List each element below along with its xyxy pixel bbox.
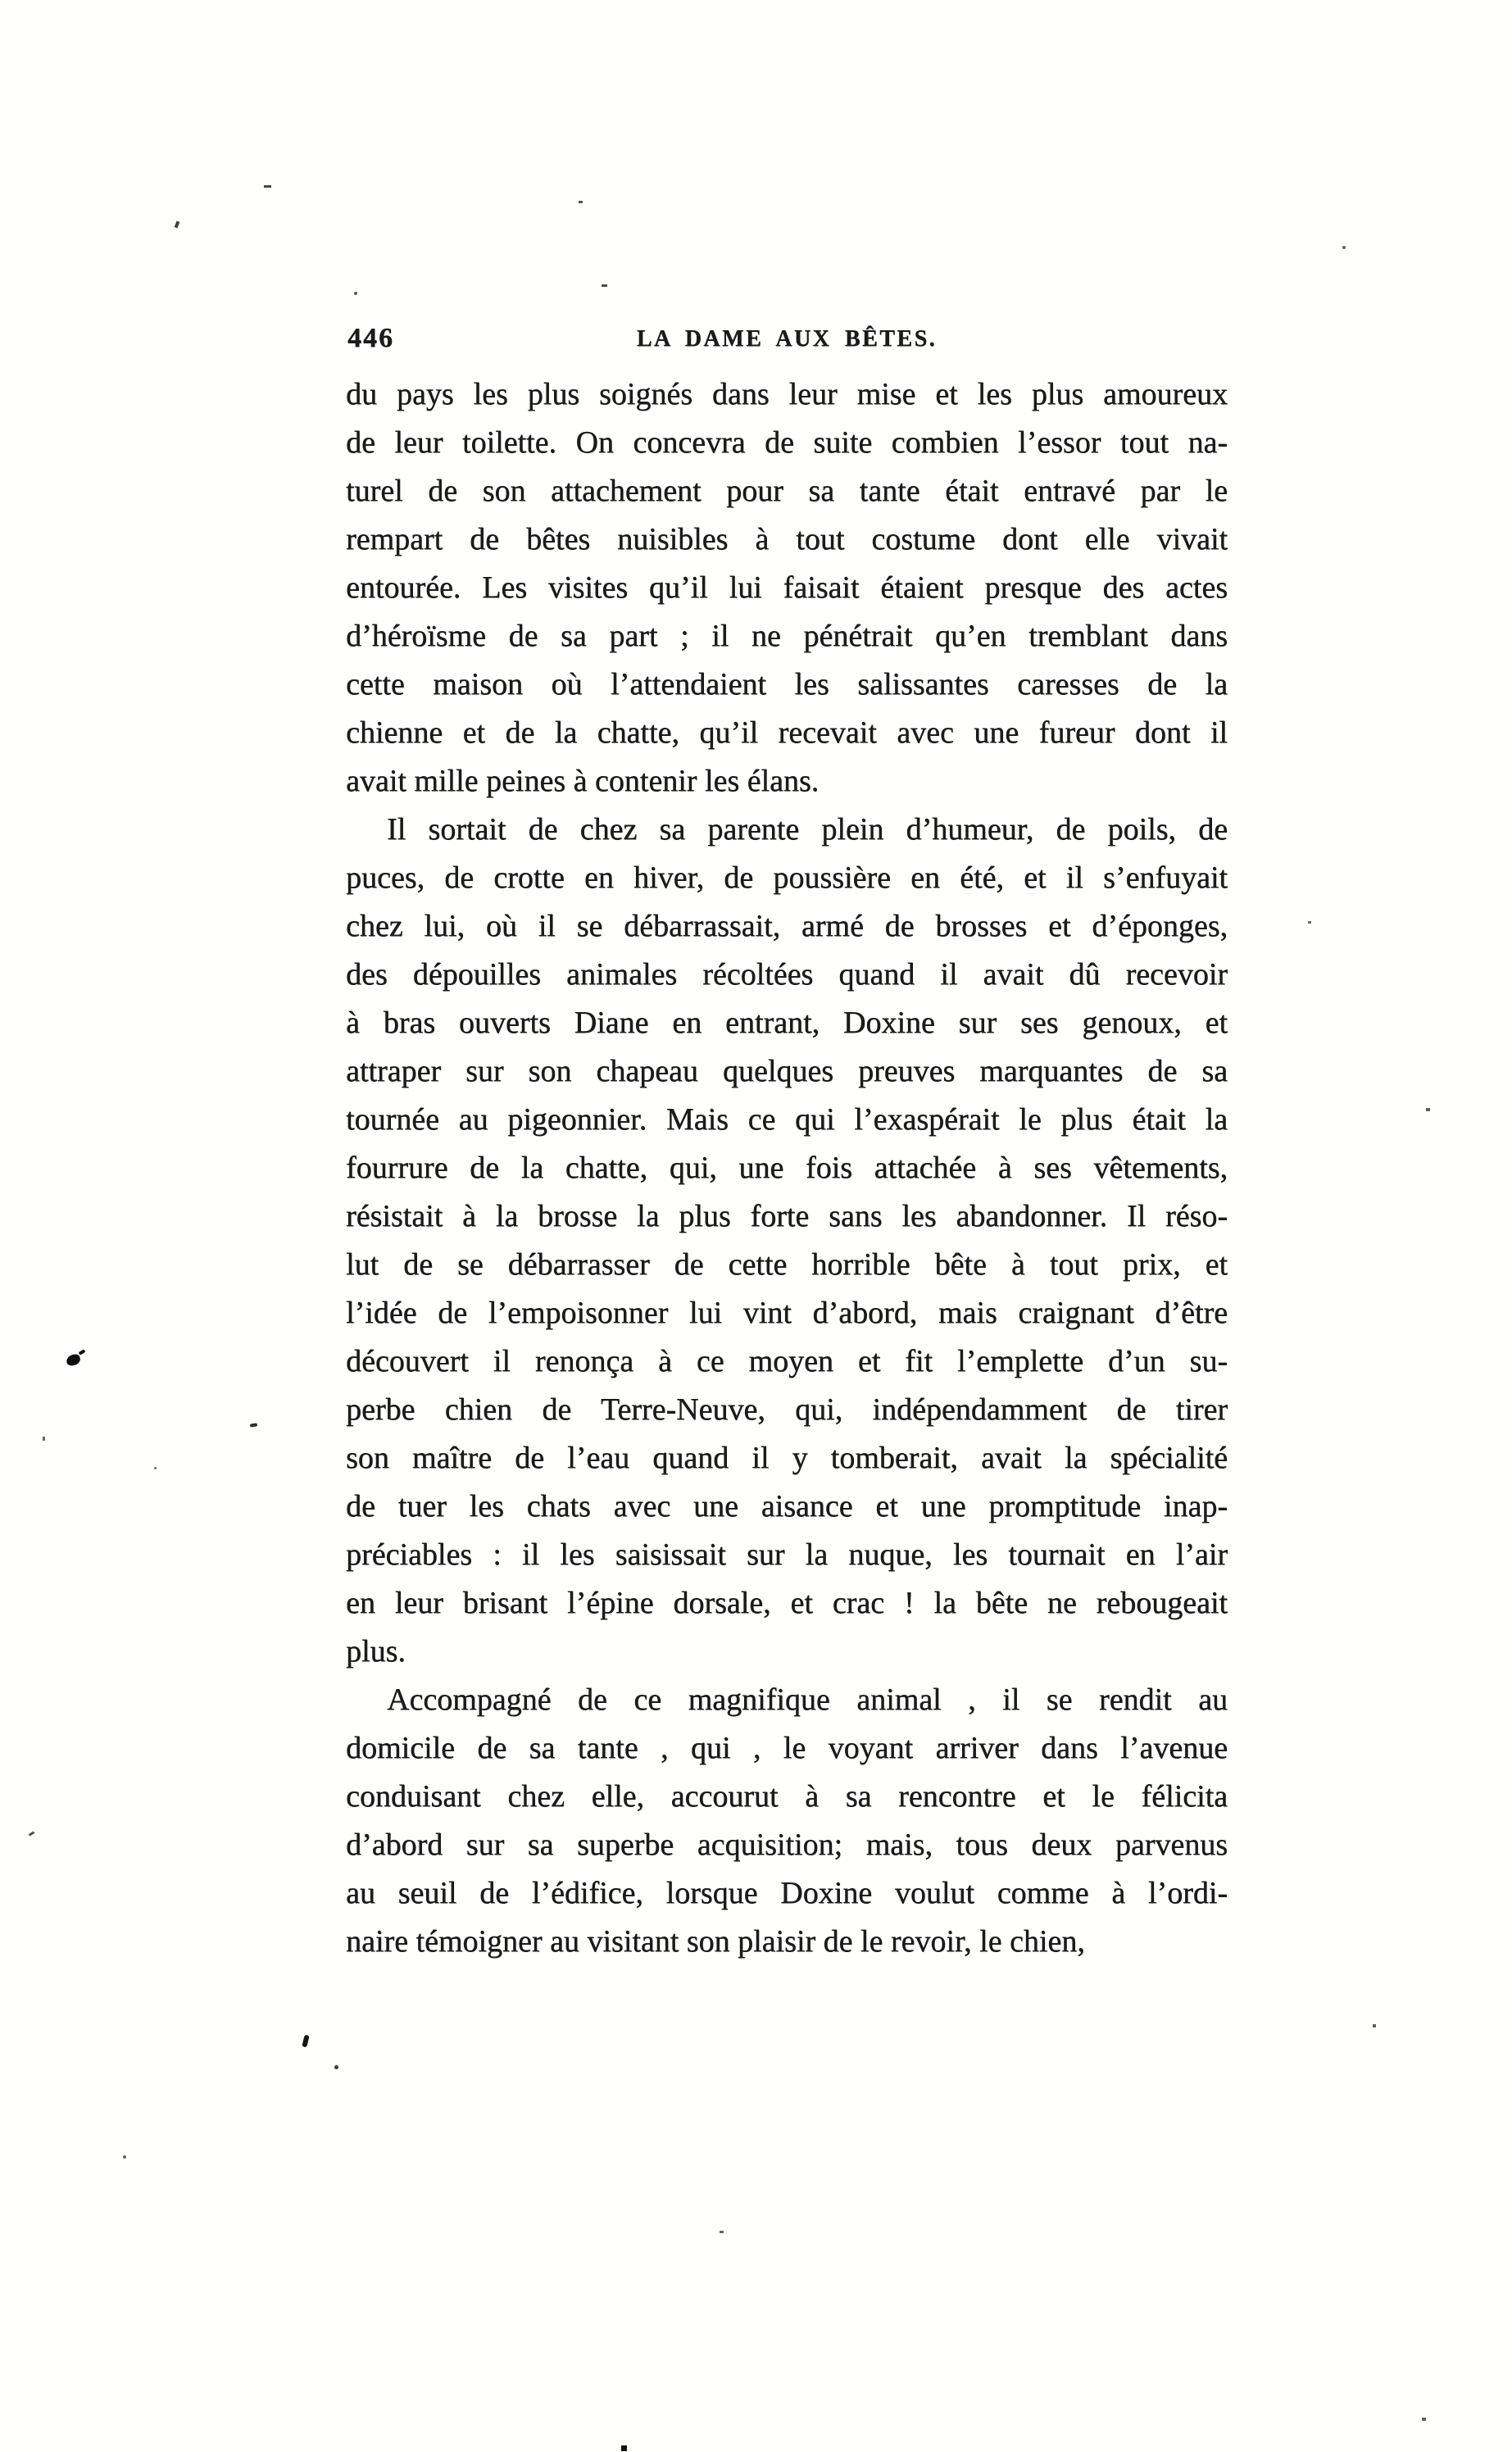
text-line: domicile de sa tante , qui , le voyant arriver dans l’avenue [346, 1731, 1228, 1765]
scan-speck [334, 2065, 338, 2069]
text-line: des dépouilles animales récoltées quand il avait dû recevoir [346, 957, 1228, 992]
scan-speck [175, 221, 180, 229]
text-line: d’héroïsme de sa part ; il ne pénétrait qu’en tremblant dans [346, 619, 1228, 653]
text-line: plus. [346, 1634, 406, 1669]
scan-speck [720, 2231, 724, 2233]
text-line: naire témoigner au visitant son plaisir de le revoir, le chien, [346, 1924, 1085, 1959]
running-title: LA DAME AUX BÊTES. [636, 326, 938, 352]
text-line: de tuer les chats avec une aisance et une promptitude inap- [346, 1489, 1228, 1523]
scan-speck [1422, 2418, 1426, 2421]
text-line: turel de son attachement pour sa tante était entravé par le [346, 474, 1228, 508]
scan-speck [1342, 246, 1346, 249]
text-line: en leur brisant l’épine dorsale, et crac ! la bête ne rebougeait [346, 1586, 1228, 1620]
text-line: lut de se débarrasser de cette horrible bête à tout prix, et [346, 1247, 1228, 1282]
paragraph-3 [346, 1676, 1228, 1966]
scan-speck [621, 2445, 627, 2451]
text-line: l’idée de l’empoisonner lui vint d’abord, mais craignant d’être [346, 1296, 1228, 1330]
scan-speck [43, 1437, 45, 1441]
scan-speck [154, 1467, 157, 1469]
text-line: fourrure de la chatte, qui, une fois attachée à ses vêtements, [346, 1151, 1228, 1185]
paragraph-2 [346, 806, 1228, 1676]
text-line: chez lui, où il se débarrassait, armé de brosses et d’éponges, [346, 909, 1228, 943]
text-line: du pays les plus soignés dans leur mise et les plus amoureux [346, 377, 1228, 411]
page-number: 446 [347, 323, 394, 353]
text-line: son maître de l’eau quand il y tomberait, avait la spécialité [346, 1441, 1228, 1475]
text-line: cette maison où l’attendaient les salissantes caresses de la [346, 667, 1228, 702]
scan-speck [602, 284, 607, 287]
text-line: Il sortait de chez sa parente plein d’humeur, de poils, de [387, 812, 1228, 847]
text-line: chienne et de la chatte, qu’il recevait avec une fureur dont il [346, 715, 1228, 750]
scan-speck [29, 1831, 35, 1836]
body-text [346, 370, 1228, 1966]
text-line: découvert il renonça à ce moyen et fit l’emplette d’un su- [346, 1344, 1228, 1378]
text-line: de leur toilette. On concevra de suite combien l’essor tout na- [346, 425, 1228, 460]
scan-speck [1426, 1108, 1430, 1111]
text-line: rempart de bêtes nuisibles à tout costume dont elle vivait [346, 522, 1228, 556]
text-line: préciables : il les saisissait sur la nuque, les tournait en l’air [346, 1537, 1228, 1572]
scan-speck [354, 292, 357, 295]
text-line: tournée au pigeonnier. Mais ce qui l’exaspérait le plus était la [346, 1102, 1228, 1137]
text-line: attraper sur son chapeau quelques preuves marquantes de sa [346, 1054, 1228, 1088]
page-header [346, 321, 1228, 357]
scan-speck [250, 1423, 257, 1427]
text-line: puces, de crotte en hiver, de poussière en été, et il s’enfuyait [346, 860, 1228, 895]
text-line: Accompagné de ce magnifique animal , il se rendit au [387, 1682, 1228, 1717]
ink-blot [66, 1353, 82, 1367]
text-line: au seuil de l’édifice, lorsque Doxine voulut comme à l’ordi- [346, 1876, 1228, 1910]
scan-speck [1373, 2024, 1376, 2027]
text-line: conduisant chez elle, accourut à sa rencontre et le félicita [346, 1779, 1228, 1814]
text-line: perbe chien de Terre-Neuve, qui, indépendamment de tirer [346, 1392, 1228, 1427]
paragraph-1 [346, 370, 1228, 806]
text-line: d’abord sur sa superbe acquisition; mais, tous deux parvenus [346, 1828, 1228, 1862]
text-line: résistait à la brosse la plus forte sans les abandonner. Il réso- [346, 1199, 1228, 1233]
scan-speck [1308, 921, 1311, 924]
scan-speck [264, 185, 271, 188]
text-line: à bras ouverts Diane en entrant, Doxine sur ses genoux, et [346, 1006, 1228, 1040]
text-line: entourée. Les visites qu’il lui faisait étaient presque des actes [346, 570, 1228, 605]
ink-blot [79, 1349, 86, 1355]
scan-speck [302, 2034, 309, 2047]
text-line: avait mille peines à contenir les élans. [346, 764, 820, 798]
scan-speck [123, 2155, 126, 2159]
scan-speck [579, 201, 583, 203]
